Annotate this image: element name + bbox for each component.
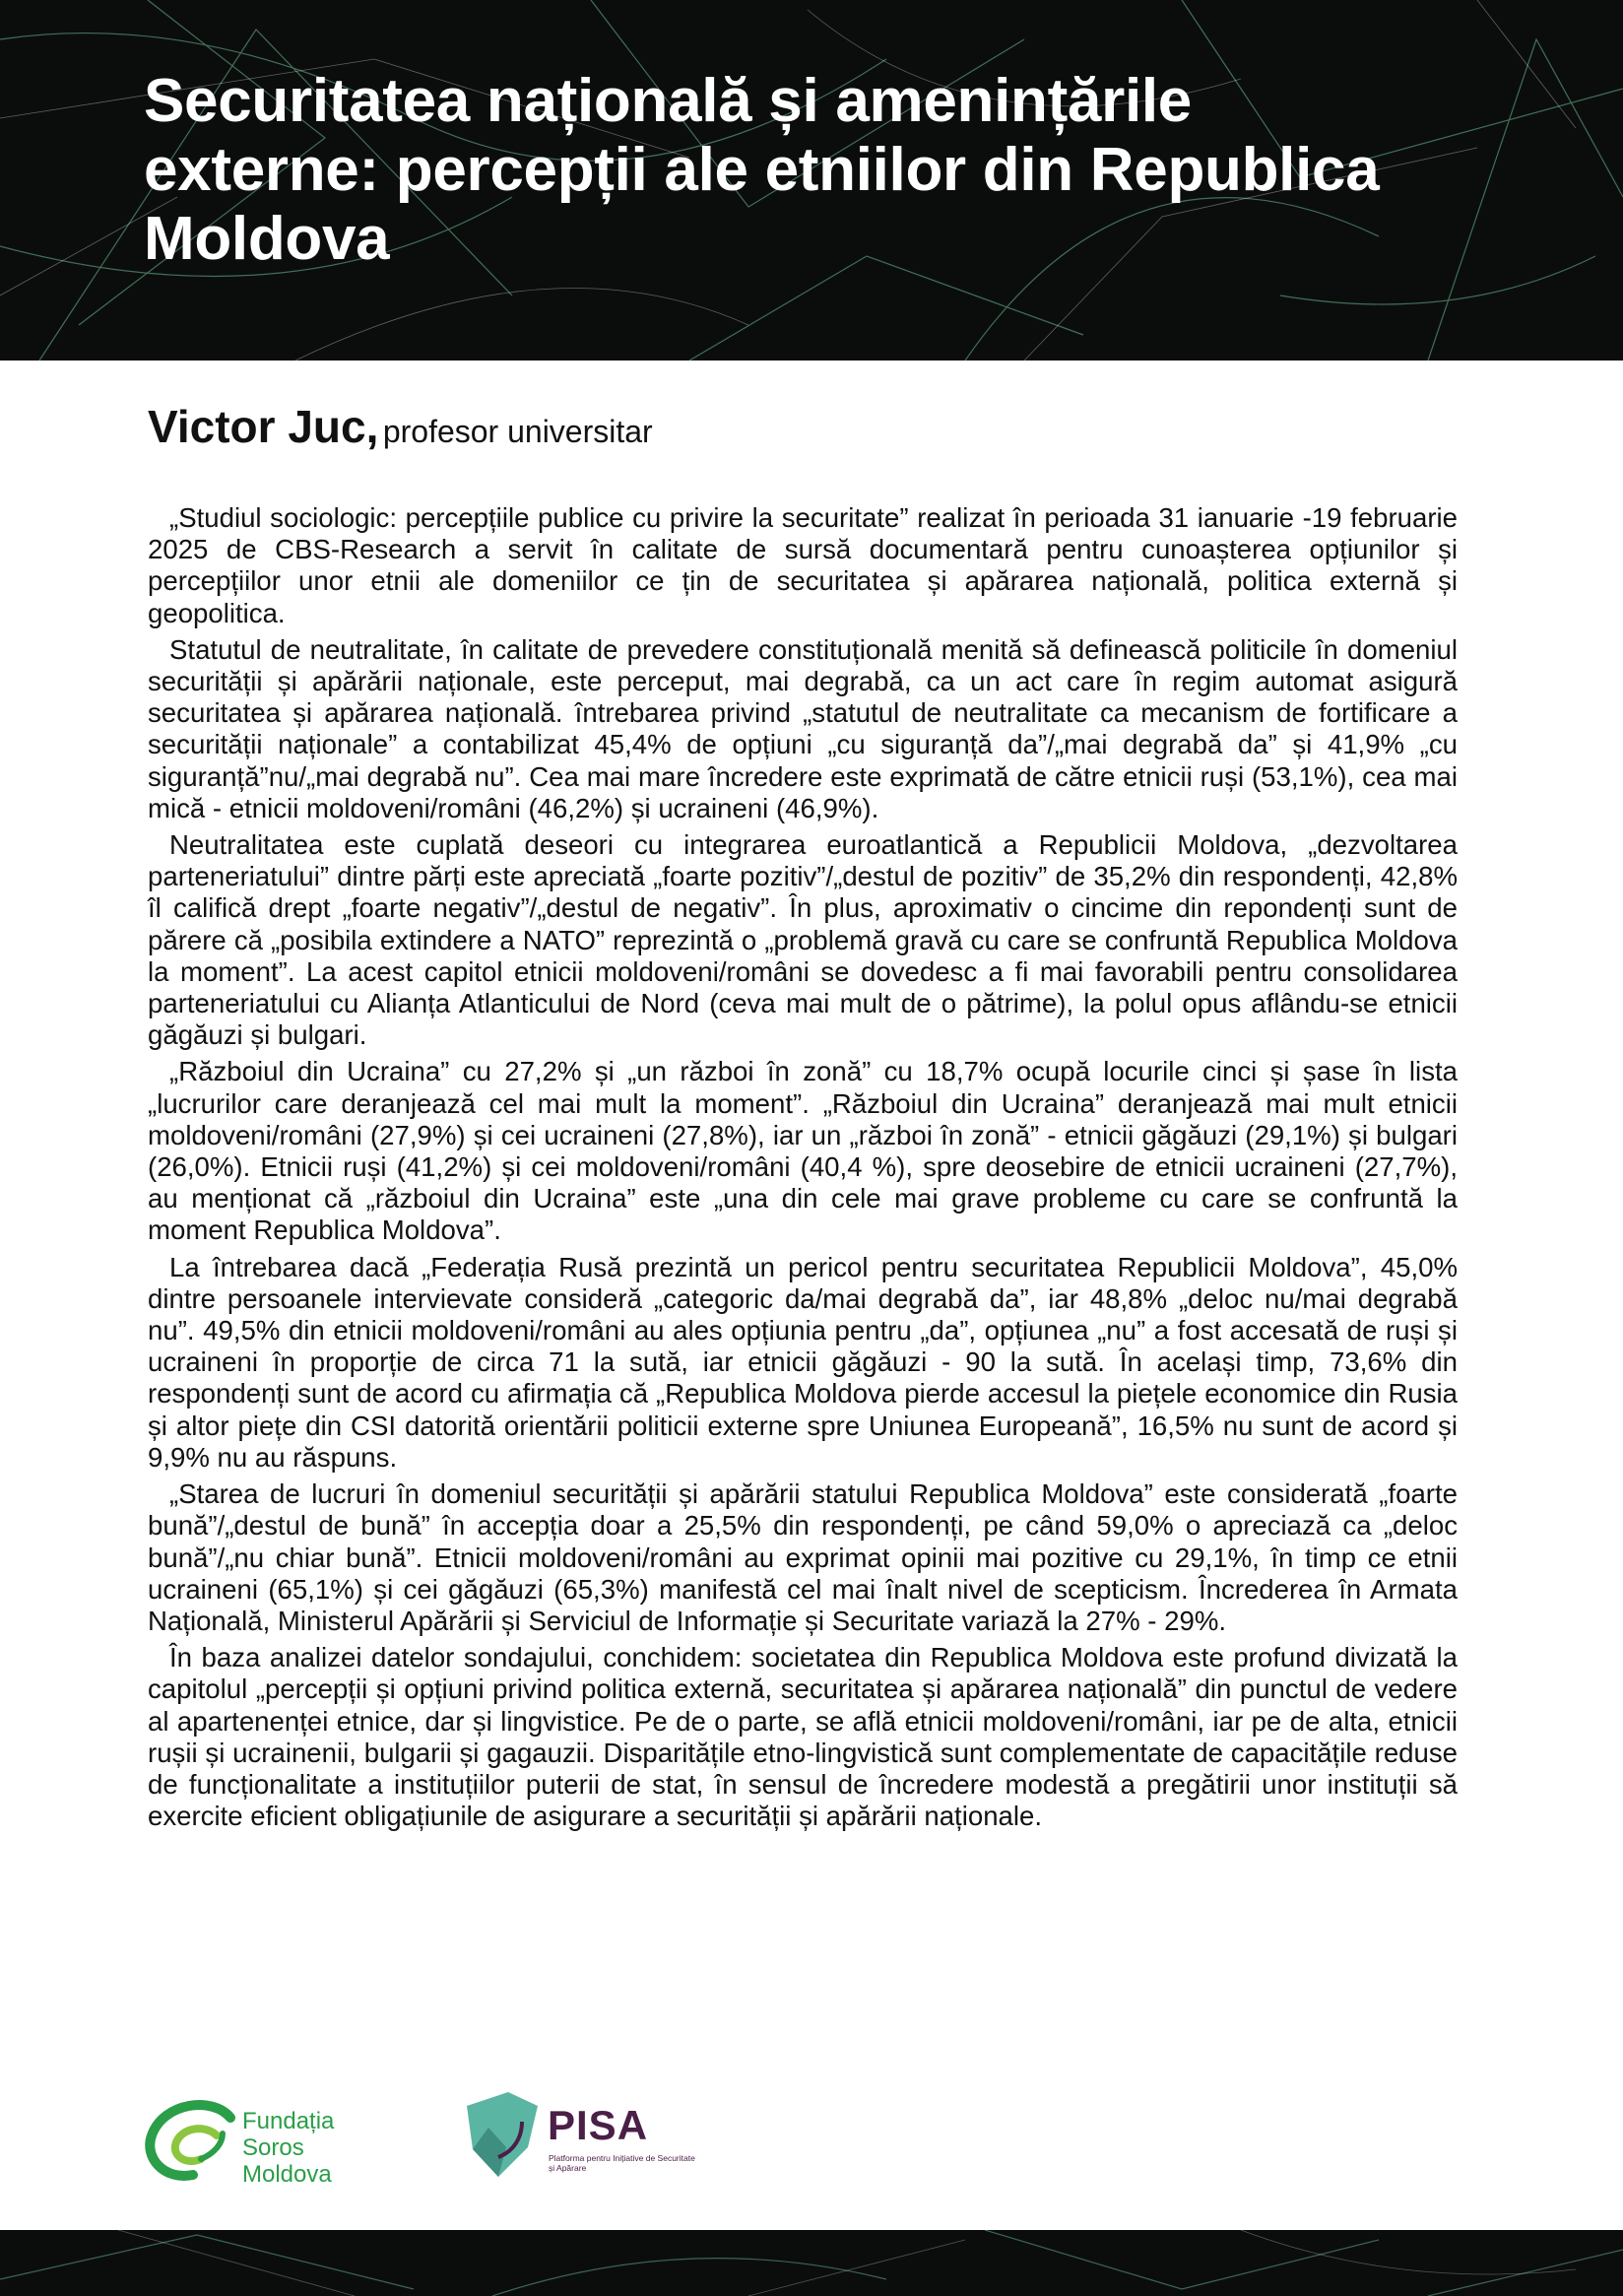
article-body — [148, 502, 1458, 1837]
paragraph: „Studiul sociologic: percepțiile publice cu privire la securitate” realizat în perioada 31 ianuarie -19 februarie 2025 de CBS-Research a servit în calitate de sursă documentară pentru cunoașterea opțiunilor și percepțiilor unor etnii ale domeniilor ce țin de securitatea și apărarea națională, politica externă și geopolitica. — [148, 502, 1458, 628]
author-role: profesor universitar — [382, 414, 653, 449]
soros-line-3: Moldova — [242, 2161, 332, 2188]
page-title: Securitatea națională și amenințările externe: percepții ale etniilor din Republica Moldova — [144, 67, 1380, 273]
soros-line-1: Fundația — [242, 2108, 335, 2134]
paragraph: La întrebarea dacă „Federația Rusă prezintă un pericol pentru securitatea Republicii Moldova”, 45,0% dintre persoanele intervievate consideră „categoric da/mai degrabă da”, iar 48,8% „deloc nu/mai degrabă nu”. 49,5% din etnicii moldoveni/români au ales opțiunia pentru „da”, opțiunea „nu” a fost accesată de ruși și ucraineni în proporție de circa 71 la sută, iar etnicii găgăuzi - 90 la sută. În același timp, 73,6% din respondenți sunt de acord cu afirmația că „Republica Moldova pierde accesul la piețele economice din Rusia și altor piețe din CSI datorită orientării politicii externe spre Uniunea Europeană”, 16,5% nu sunt de acord și 9,9% nu au răspuns. — [148, 1251, 1458, 1473]
pisa-title: PISA — [548, 2102, 649, 2148]
soros-logo — [144, 2096, 380, 2188]
pisa-subtitle: Platforma pentru Inițiative de Securitate și Apărare — [549, 2153, 695, 2173]
paragraph: „Starea de lucruri în domeniul securității și apărării statului Republica Moldova” este considerată „foarte bună”/„destul de bună” în accepția doar a 25,5% din respondenți, pe când 59,0% o apreciază ca „deloc bună”/„nu chiar bună”. Etnicii moldoveni/români au exprimat opinii mai pozitive cu 29,1%, în timp ce etnii ucraineni (65,1%) și cei găgăuzi (65,3%) manifestă cel mai înalt nivel de scepticism. Încrederea în Armata Națională, Ministerul Apărării și Serviciul de Informație și Securitate variază la 27% - 29%. — [148, 1478, 1458, 1636]
author-name: Victor Juc, — [148, 401, 379, 452]
footer-line-pattern — [0, 2230, 1623, 2296]
soros-swirl-icon — [144, 2096, 238, 2185]
pisa-logo — [459, 2088, 705, 2187]
paragraph: În baza analizei datelor sondajului, conchidem: societatea din Republica Moldova este profund divizată la capitolul „percepții și opțiuni privind politica externă, securitatea și apărarea națională” din punctul de vedere al apartenenței etnice, dar și lingvistice. Pe de o parte, se află etnicii moldoveni/români, iar pe de alta, etnicii rușii și ucrainenii, bulgarii și gagauzii. Disparitățile etno-lingvistică sunt complementate de capacitățile reduse de funcționalitate a instituțiilor puterii de stat, în sensul de încredere modestă a pregătirii unor instituții să exercite eficient obligațiunile de asigurare a securității și apărării naționale. — [148, 1642, 1458, 1832]
soros-logo-text — [242, 2108, 400, 2188]
footer-banner — [0, 2230, 1623, 2296]
header-banner — [0, 0, 1623, 361]
sponsor-logos — [144, 2088, 735, 2197]
paragraph: Statutul de neutralitate, în calitate de prevedere constituțională menită să definească politicile în domeniul securității și apărării naționale, este perceput, mai degrabă, ca un act care în regim automat asigură securitatea și apărarea națională. întrebarea privind „statutul de neutralitate ca mecanism de fortificare a securității naționale” a contabilizat 45,4% de opțiuni „cu siguranță da”/„mai degrabă da” și 41,9% „cu siguranță”nu/„mai degrabă nu”. Cea mai mare încredere este exprimată de către etnicii ruși (53,1%), cea mai mică - etnicii moldoveni/români (46,2%) și ucraineni (46,9%). — [148, 633, 1458, 823]
paragraph: „Războiul din Ucraina” cu 27,2% și „un război în zonă” cu 18,7% ocupă locurile cinci și șase în lista „lucrurilor care deranjează cel mai mult la moment”. „Războiul din Ucraina” deranjează mai mult etnicii moldoveni/români (27,9%) și cei ucraineni (27,8%), iar un „război în zonă” - etnicii găgăuzi (29,1%) și bulgari (26,0%). Etnicii ruși (41,2%) și cei moldoveni/români (40,4 %), spre deosebire de etnicii ucraineni (27,7%), au menționat că „războiul din Ucraina” este „una din cele mai grave probleme cu care se confruntă la moment Republica Moldova”. — [148, 1056, 1458, 1246]
pisa-shield-icon — [459, 2088, 544, 2183]
author-line — [148, 400, 653, 453]
soros-line-2: Soros — [242, 2134, 304, 2161]
paragraph: Neutralitatea este cuplată deseori cu integrarea euroatlantică a Republicii Moldova, „dezvoltarea parteneriatului” dintre părți este apreciată „foarte pozitiv”/„destul de pozitiv” de 35,2% din respondenți, 42,8% îl califică drept „foarte negativ”/„destul de negativ”. În plus, aproximativ o cincime din repondenți sunt de părere că „posibila extindere a NATO” reprezintă o „problemă gravă cu care se confruntă Republica Moldova la moment”. La acest capitol etnicii moldoveni/români se dovedesc a fi mai favorabili pentru consolidarea parteneriatului cu Alianța Atlanticului de Nord (ceva mai mult de o pătrime), la polul opus aflându-se etnicii găgăuzi și bulgari. — [148, 829, 1458, 1051]
